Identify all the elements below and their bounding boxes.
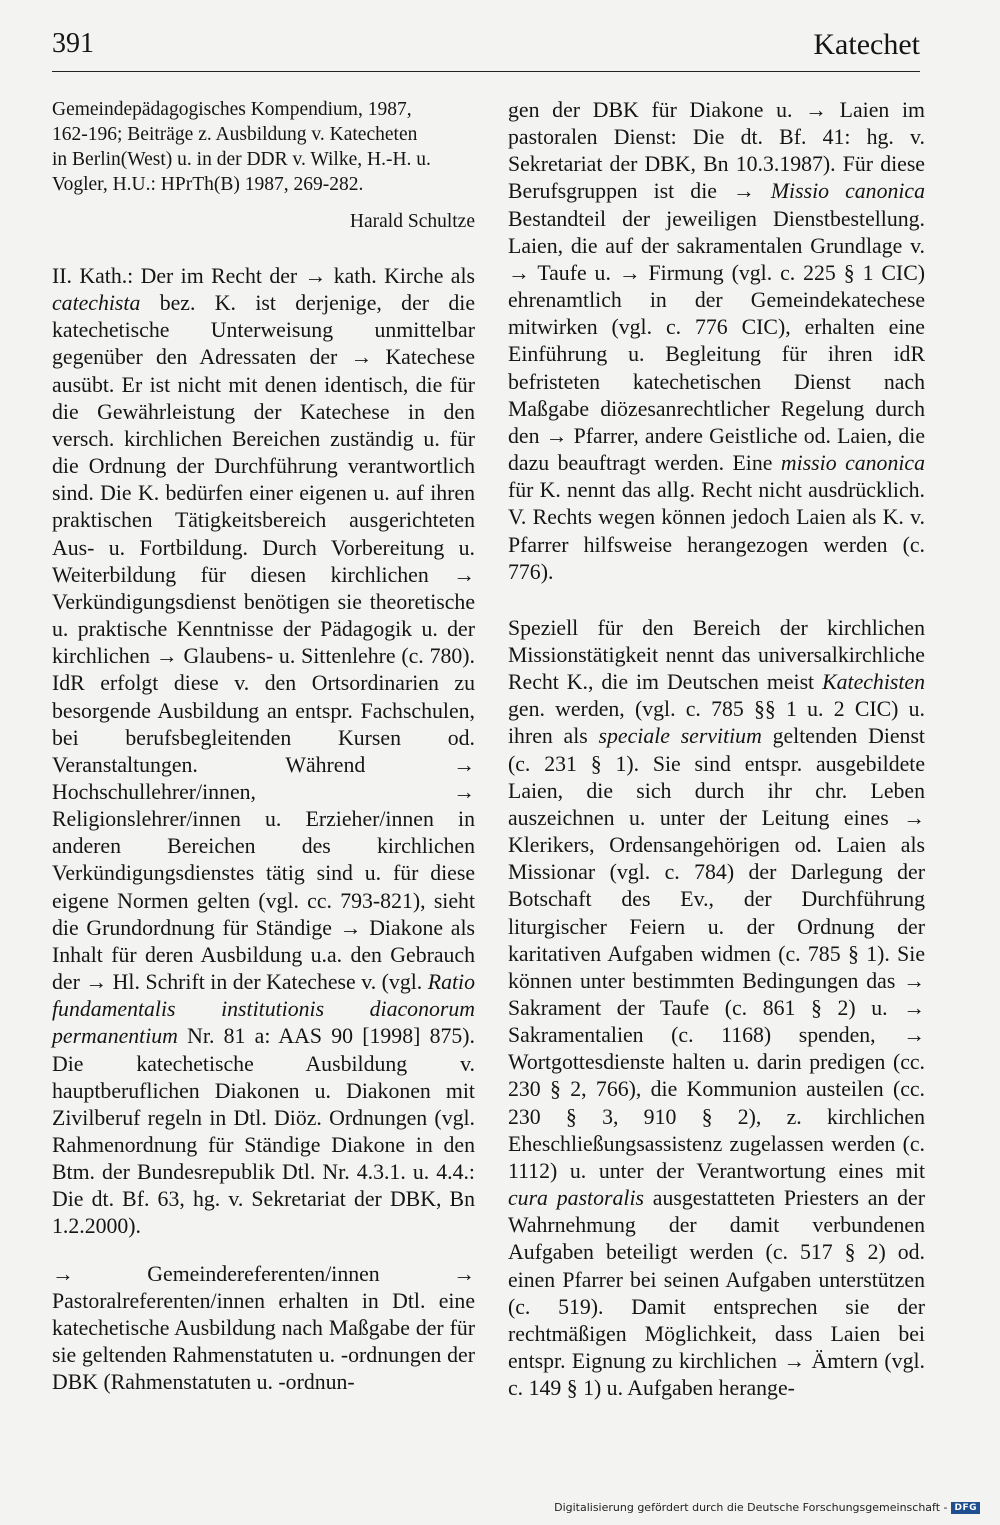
literature-line: 162-196; Beiträge z. Ausbildung v. Katecheten bbox=[52, 124, 418, 145]
italic-term: speciale servitium bbox=[598, 724, 762, 749]
text-run: gen der DBK für Diakone u. → Laien im pastoralen Dienst: Die dt. Bf. 41: hg. v. Sekretariat der DBK, Bn 10.3.1987). Für diese Berufsgruppen ist die → bbox=[508, 98, 925, 204]
italic-term: catechista bbox=[52, 291, 141, 316]
italic-term: missio canonica bbox=[780, 451, 925, 476]
italic-term: Ratio fundamentalis institutionis diaconorum permanentium bbox=[52, 970, 475, 1049]
paragraph-gemeindereferenten: → Gemeindereferenten/innen → Pastoralreferenten/innen erhalten in Dtl. eine katechetische Ausbildung nach Maßgabe der für sie geltenden Rahmenstatuten u. -ordnungen der DBK (Rahmenstatuten u. -ordnun- bbox=[52, 1261, 475, 1395]
running-head: Katechet bbox=[813, 28, 920, 61]
footer-text: Digitalisierung gefördert durch die Deutsche Forschungsgemeinschaft - bbox=[554, 1501, 948, 1514]
paragraph-missions bbox=[508, 615, 925, 1403]
paragraph-continuation bbox=[508, 97, 925, 586]
right-column bbox=[508, 97, 925, 1402]
text-run: bez. K. ist derjenige, der die katechetische Unterweisung unmittelbar gegenüber den Adressaten der → Katechese ausübt. Er ist nicht mit denen identisch, die für die Gewährleistung der Katechese in den versch. kirchlichen Bereichen zuständig u. für die Ordnung der Durchführung verantwortlich sind. Die K. bedürfen einer eigenen u. auf ihren praktischen Tätigkeitsbereich ausgerichteten Aus- u. Fortbildung. Durch Vorbereitung u. Weiterbildung für diesen kirchlichen → Verkündigungsdienst benötigen sie theoretische u. praktische Kenntnisse der Pädagogik u. der kirchlichen → Glaubens- u. Sittenlehre (c. 780). IdR erfolgt diese v. den Ortsordinarien zu besorgende Ausbildung an entspr. Fachschulen, bei berufsbegleitenden Kursen od. Veranstaltungen. Während → Hochschullehrer/innen, → Religionslehrer/innen u. Erzieher/innen in anderen Bereichen des kirchlichen Verkündigungsdienstes tätig sind u. für diese eigene Normen gelten (vgl. cc. 793-821), sieht die Grundordnung für Ständige → Diakone als Inhalt für deren Ausbildung u.a. den Gebrauch der → Hl. Schrift in der Katechese v. (vgl. bbox=[52, 291, 475, 995]
text-run: Bestandteil der jeweiligen Dienstbestellung. Laien, die auf der sakramentalen Grundlage v. → Taufe u. → Firmung (vgl. c. 225 § 1 CIC) ehrenamtlich in der Gemeindekatechese mitwirken (vgl. c. 776 CIC), erhalten eine Einführung u. Begleitung für ihren idR befristeten katechetischen Dienst nach Maßgabe diözesanrechtlicher Regelung durch den → Pfarrer, andere Geistliche od. Laien, die dazu beauftragt werden. Eine bbox=[508, 206, 925, 476]
dfg-logo: DFG bbox=[951, 1502, 980, 1514]
text-run: ausgestatteten Priesters an der Wahrnehmung der damit verbundenen Aufgaben beteiligt werden (c. 517 § 2) od. einen Pfarrer bei seinen Aufgaben unterstützen (c. 519). Damit entsprechen sie der rechtmäßigen Möglichkeit, dass Laien bei entspr. Eignung zu kirchlichen → Ämtern (vgl. c. 149 § 1) u. Aufgaben herange- bbox=[508, 1186, 925, 1401]
section-kath-paragraph bbox=[52, 263, 475, 1241]
text-run: Nr. 81 a: AAS 90 [1998] 875). Die katechetische Ausbildung v. hauptberuflichen Diakonen u. Diakonen mit Zivilberuf regeln in Dtl. Diöz. Ordnungen (vgl. Rahmenordnung für Ständige Diakone in den Btm. der Bundesrepublik Dtl. Nr. 4.3.1. u. 4.4.: Die dt. Bf. 63, hg. v. Sekretariat der DBK, Bn 1.2.2000). bbox=[52, 1024, 475, 1239]
text-run: geltenden Dienst (c. 231 § 1). Sie sind entspr. ausgebildete Laien, die sich durch ihr chr. Leben auszeichnen u. unter der Leitung eines → Klerikers, Ordensangehörigen od. Laien als Missionar (vgl. c. 784) der Darlegung der Botschaft des Ev., der Durchführung liturgischer Feiern u. der Ordnung der karitativen Aufgaben widmen (c. 785 § 1). Sie können unter bestimmten Bedingungen das → Sakrament der Taufe (c. 861 § 2) u. → Sakramentalien (c. 1168) spenden, → Wortgottesdienste halten u. darin predigen (cc. 230 § 2, 766), die Kommunion austeilen (cc. 230 § 3, 910 § 2), z. kirchlichen Eheschließungsassistenz zugelassen werden (c. 1112) u. unter der Verantwortung eines mit bbox=[508, 724, 925, 1183]
literature-line: Vogler, H.U.: HPrTh(B) 1987, 269-282. bbox=[52, 174, 364, 195]
text-run: II. Kath.: Der im Recht der → kath. Kirche als bbox=[52, 264, 475, 288]
text-run: Speziell für den Bereich der kirchlichen Missionstätigkeit nennt das universalkirchliche Recht K., die im Deutschen meist bbox=[508, 615, 925, 695]
italic-term: cura pastoralis bbox=[508, 1186, 644, 1211]
literature-line: Gemeindepädagogisches Kompendium, 1987, bbox=[52, 99, 412, 120]
left-column bbox=[52, 97, 475, 1396]
text-run: für K. nennt das allg. Recht nicht ausdrücklich. V. Rechts wegen können jedoch Laien als K. v. Pfarrer hilfsweise herangezogen werden (c. 776). bbox=[508, 478, 925, 584]
italic-term: Katechisten bbox=[822, 670, 925, 695]
digitization-footer bbox=[554, 1501, 980, 1514]
page-number: 391 bbox=[52, 28, 94, 59]
literature-block bbox=[52, 97, 475, 197]
author-signature: Harald Schultze bbox=[349, 211, 475, 232]
literature-line: in Berlin(West) u. in der DDR v. Wilke, H.-H. u. bbox=[52, 149, 431, 170]
header-rule bbox=[52, 71, 920, 72]
text-run: gen. werden, (vgl. c. 785 §§ 1 u. 2 CIC) u. ihren als bbox=[508, 697, 925, 749]
italic-term: Missio canonica bbox=[770, 179, 926, 204]
